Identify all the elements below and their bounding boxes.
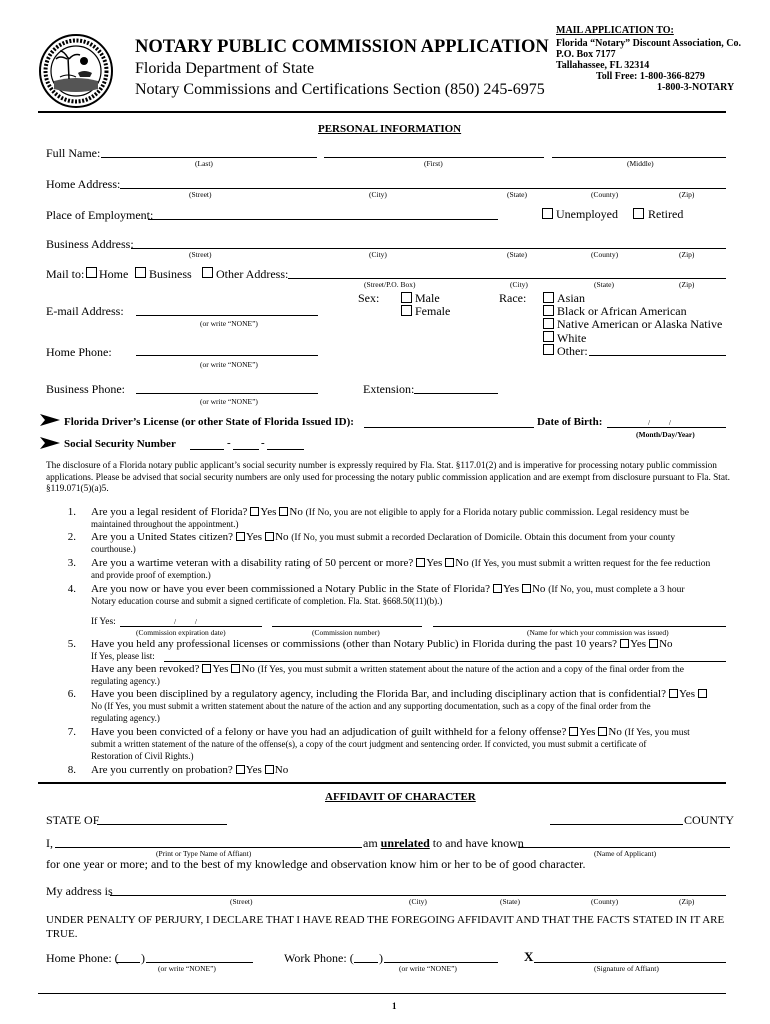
q1-note-2: maintained throughout the appointment.) <box>91 519 239 529</box>
q5-text: Have you held any professional licenses or commissions (other than Notary Public) in Florida during the past 10 years? <box>91 638 618 650</box>
toll-free: Toll Free: 1-800-366-8279 <box>596 71 705 82</box>
mail-to-label: MAIL APPLICATION TO: <box>556 25 674 36</box>
mail-pobox: P.O. Box 7177 <box>556 49 616 60</box>
county-field[interactable] <box>550 824 683 825</box>
q5-row <box>91 638 673 650</box>
q8-yes-checkbox[interactable] <box>236 765 245 774</box>
q5-no-checkbox[interactable] <box>649 639 658 648</box>
asian-checkbox[interactable] <box>543 292 554 303</box>
q6-yes-checkbox[interactable] <box>669 689 678 698</box>
toll-free-2: 1-800-3-NOTARY <box>657 82 735 93</box>
q5b-no-label: No <box>241 663 255 675</box>
black-label: Black or African American <box>557 304 687 318</box>
ssn-label: Social Security Number <box>64 438 176 450</box>
retired-checkbox[interactable] <box>633 208 644 219</box>
aff-home-none-caption: (or write “NONE”) <box>158 964 216 973</box>
q2-yes-checkbox[interactable] <box>236 532 245 541</box>
q7-yes-label: Yes <box>579 726 596 738</box>
q5-list-field[interactable] <box>164 661 726 662</box>
section: Notary Commissions and Certifications Section (850) 245-6975 <box>135 81 545 98</box>
q2-text: Are you a United States citizen? <box>91 531 234 543</box>
q5-no-label: No <box>659 638 673 650</box>
full-name-label: Full Name: <box>46 146 101 160</box>
black-checkbox[interactable] <box>543 305 554 316</box>
q5-number: 5. <box>67 638 76 650</box>
business-address-label: Business Address: <box>46 237 134 251</box>
other-race-field[interactable] <box>589 355 726 356</box>
if-yes-label: If Yes: <box>91 617 116 627</box>
q3-yes-label: Yes <box>426 557 443 569</box>
home-street-caption: (Street) <box>189 190 212 199</box>
aff-city-caption: (City) <box>409 897 427 906</box>
affiant-address-field[interactable] <box>110 895 726 896</box>
business-phone-field[interactable] <box>136 393 318 394</box>
aff-state-caption: (State) <box>500 897 520 906</box>
aff-home-phone-label: Home Phone: ( <box>46 951 119 965</box>
q4-row <box>91 583 685 596</box>
q7-text: Have you been convicted of a felony or have you had an adjudication of guilt withheld for a felony offense? <box>91 726 567 738</box>
mail-home-label: Home <box>99 267 129 281</box>
mail-business-label: Business <box>149 267 192 281</box>
q8-no-label: No <box>274 764 289 776</box>
dl-field[interactable] <box>364 427 534 428</box>
commission-name-caption: (Name for which your commission was issued) <box>527 628 669 637</box>
home-phone-label: Home Phone: <box>46 345 112 359</box>
dob-label: Date of Birth: <box>537 416 603 428</box>
home-phone-field[interactable] <box>136 355 318 356</box>
email-field[interactable] <box>136 315 318 316</box>
other-state-caption: (State) <box>594 280 614 289</box>
affiant-name-caption: (Print or Type Name of Affiant) <box>156 849 252 858</box>
female-checkbox[interactable] <box>401 305 412 316</box>
q2-note: (If No, you must submit a recorded Declaration of Domicile. Obtain this document from your county <box>291 533 676 543</box>
q7-yes-checkbox[interactable] <box>569 727 578 736</box>
known-text: to and have known <box>429 836 524 850</box>
personal-heading: PERSONAL INFORMATION <box>318 123 462 135</box>
ssn-field-2[interactable] <box>233 449 259 450</box>
am-text: am <box>363 836 381 850</box>
affiant-address-label: My address is <box>46 884 113 898</box>
q8-yes-label: Yes <box>245 764 262 776</box>
native-label: Native American or Alaska Native <box>557 317 723 331</box>
biz-zip-caption: (Zip) <box>679 250 695 259</box>
email-none-caption: (or write “NONE”) <box>200 319 258 328</box>
employment-label: Place of Employment: <box>46 208 154 222</box>
q6-no-checkbox[interactable] <box>698 689 707 698</box>
signature-field[interactable] <box>534 962 726 963</box>
ssn-field-3[interactable] <box>267 449 304 450</box>
q4-no-label: No <box>531 583 546 595</box>
home-city-caption: (City) <box>369 190 387 199</box>
q2-yes-label: Yes <box>246 531 263 543</box>
q1-text: Are you a legal resident of Florida? <box>91 506 248 518</box>
q5-yes-label: Yes <box>630 638 647 650</box>
q5b-yes-checkbox[interactable] <box>202 664 211 673</box>
mail-home-checkbox[interactable] <box>86 267 97 278</box>
q8-no-checkbox[interactable] <box>265 765 274 774</box>
unemployed-label: Unemployed <box>556 207 618 221</box>
home-state-caption: (State) <box>507 190 527 199</box>
home-address-field[interactable] <box>120 188 726 189</box>
commission-number-field[interactable] <box>272 626 422 627</box>
business-phone-none-caption: (or write “NONE”) <box>200 397 258 406</box>
employment-field[interactable] <box>148 219 498 220</box>
mail-other-checkbox[interactable] <box>202 267 213 278</box>
department: Florida Department of State <box>135 60 315 77</box>
unemployed-checkbox[interactable] <box>542 208 553 219</box>
florida-seal <box>38 33 114 109</box>
middle-caption: (Middle) <box>627 159 654 168</box>
q1-number: 1. <box>67 506 76 518</box>
q2-no-label: No <box>275 531 289 543</box>
affidavit-heading: AFFIDAVIT OF CHARACTER <box>325 791 476 803</box>
home-phone-none-caption: (or write “NONE”) <box>200 360 258 369</box>
other-city-caption: (City) <box>510 280 528 289</box>
q7-note-3: Restoration of Civil Rights.) <box>91 751 194 761</box>
q3-no-label: No <box>455 557 469 569</box>
q5b-note: (If Yes, you must submit a written statement about the nature of the action and a copy of the final order from the <box>257 665 684 675</box>
other-zip-caption: (Zip) <box>679 280 695 289</box>
q4-no-checkbox[interactable] <box>522 584 531 593</box>
mail-other-label: Other Address: <box>216 267 289 281</box>
q3-text: Are you a wartime veteran with a disability rating of 50 percent or more? <box>91 557 414 569</box>
affidavit-rule <box>38 782 726 784</box>
q7-no-label: No <box>608 726 622 738</box>
q8-text: Are you currently on probation? <box>91 764 233 776</box>
q2-no-checkbox[interactable] <box>265 532 274 541</box>
arrow-icon <box>40 436 60 454</box>
male-label: Male <box>415 291 440 305</box>
q3-yes-checkbox[interactable] <box>416 558 425 567</box>
q3-no-checkbox[interactable] <box>445 558 454 567</box>
perjury-statement: UNDER PENALTY OF PERJURY, I DECLARE THAT I HAVE READ THE FOREGOING AFFIDAVIT AND THAT THE FACTS STATED IN IT ARE TRUE. <box>46 914 725 940</box>
header-rule <box>38 111 726 113</box>
commission-exp-caption: (Commission expiration date) <box>136 628 226 637</box>
white-label: White <box>557 331 587 345</box>
q5-list-label: If Yes, please list: <box>91 651 155 661</box>
q6-yes-label: Yes <box>678 688 695 700</box>
q1-note: (If No, you are not eligible to apply for a Florida notary public commission. Legal residency must be <box>305 508 689 518</box>
biz-county-caption: (County) <box>591 250 619 259</box>
q8-number: 8. <box>67 764 76 776</box>
biz-city-caption: (City) <box>369 250 387 259</box>
aff-zip-caption: (Zip) <box>679 897 695 906</box>
q6-row <box>91 688 708 700</box>
aff-work-phone-paren: ) <box>379 951 383 965</box>
home-address-label: Home Address: <box>46 177 121 191</box>
dob-format-caption: (Month/Day/Year) <box>636 430 695 439</box>
county-label: COUNTY <box>684 813 734 827</box>
q5b-text: Have any been revoked? <box>91 663 200 675</box>
unrelated-text: unrelated <box>380 836 430 850</box>
biz-state-caption: (State) <box>507 250 527 259</box>
ssn-disclosure: The disclosure of a Florida notary public applicant’s social security number is expressly required by Fla. Stat. §117.01(2) and is imperative for processing notary public commission applications. Please be advised that social security numbers are only used for processing the notary public commission application and are exempt from disclosure pursuant to Fla. Stat. §119.071(5)(a)5. <box>46 461 730 494</box>
q5-yes-checkbox[interactable] <box>620 639 629 648</box>
q7-no-checkbox[interactable] <box>598 727 607 736</box>
first-caption: (First) <box>424 159 443 168</box>
mail-city: Tallahassee, FL 32314 <box>556 60 650 71</box>
mail-org: Florida “Notary” Discount Association, Co. <box>556 38 741 49</box>
signature-x: X <box>524 949 534 964</box>
business-address-field[interactable] <box>131 248 726 249</box>
q7-number: 7. <box>67 726 76 738</box>
q3-note: (If Yes, you must submit a written request for the fee reduction <box>471 559 711 569</box>
commission-num-caption: (Commission number) <box>312 628 380 637</box>
arrow-icon <box>40 413 60 431</box>
q3-row <box>91 557 710 570</box>
dl-label: Florida Driver’s License (or other State of Florida Issued ID): <box>64 416 354 428</box>
aff-home-phone-area[interactable] <box>116 962 140 963</box>
affiant-name-field[interactable] <box>55 847 362 848</box>
one-year-statement: for one year or more; and to the best of my knowledge and observation know him or her to be of good character. <box>46 857 586 871</box>
state-of-field[interactable] <box>97 824 227 825</box>
i-label: I, <box>46 836 53 850</box>
extension-label: Extension: <box>363 382 415 396</box>
q3-number: 3. <box>67 557 76 569</box>
email-label: E-mail Address: <box>46 304 124 318</box>
q5b-no-checkbox[interactable] <box>231 664 240 673</box>
q8-row <box>91 764 288 776</box>
q5b-note-2: regulating agency.) <box>91 676 160 686</box>
aff-work-phone-field[interactable] <box>384 962 498 963</box>
commission-expiration-slashes: / / <box>174 617 197 626</box>
sex-label: Sex: <box>358 291 380 305</box>
q2-row <box>91 531 675 544</box>
mail-to-option-label: Mail to: <box>46 267 85 281</box>
home-zip-caption: (Zip) <box>679 190 695 199</box>
aff-home-phone-field[interactable] <box>146 962 253 963</box>
q7-row <box>91 726 690 739</box>
last-caption: (Last) <box>195 159 213 168</box>
q1-no-label: No <box>289 506 303 518</box>
q2-note-2: courthouse.) <box>91 544 136 554</box>
q3-note-2: and provide proof of exemption.) <box>91 570 211 580</box>
biz-street-caption: (Street) <box>189 250 212 259</box>
ssn-field-1[interactable] <box>190 449 224 450</box>
ssn-dash-2: - <box>261 437 265 449</box>
q5b-yes-label: Yes <box>212 663 229 675</box>
footer-rule <box>38 993 726 994</box>
race-label: Race: <box>499 291 527 305</box>
q2-number: 2. <box>67 531 76 543</box>
other-address-field[interactable] <box>288 278 726 279</box>
asian-label: Asian <box>557 291 585 305</box>
q1-yes-label: Yes <box>260 506 277 518</box>
mail-business-checkbox[interactable] <box>135 267 146 278</box>
q6-text: Have you been disciplined by a regulatory agency, including the Florida Bar, and including disciplinary action that is confidential? <box>91 688 666 700</box>
aff-county-caption: (County) <box>591 897 619 906</box>
other-race-checkbox[interactable] <box>543 344 554 355</box>
aff-work-none-caption: (or write “NONE”) <box>399 964 457 973</box>
q4-number: 4. <box>67 583 76 595</box>
last-name-field[interactable] <box>101 157 317 158</box>
dob-field[interactable] <box>607 427 726 428</box>
retired-label: Retired <box>648 207 684 221</box>
other-street-caption: (Street/P.O. Box) <box>364 280 416 289</box>
q4-note: (If No, you, must complete a 3 hour <box>548 585 685 595</box>
home-county-caption: (County) <box>591 190 619 199</box>
ssn-dash-1: - <box>227 437 231 449</box>
aff-work-phone-area[interactable] <box>354 962 378 963</box>
extension-field[interactable] <box>414 393 498 394</box>
aff-street-caption: (Street) <box>230 897 253 906</box>
q4-note-2: Notary education course and submit a signed certificate of completion. Fla. Stat. §668.50(11)(b).) <box>91 596 443 606</box>
commission-expiration-field[interactable] <box>120 626 262 627</box>
q6-number: 6. <box>67 688 76 700</box>
native-checkbox[interactable] <box>543 318 554 329</box>
q5b-row <box>91 663 684 676</box>
aff-home-phone-paren: ) <box>141 951 145 965</box>
female-label: Female <box>415 304 451 318</box>
dob-slashes: / / <box>648 418 671 427</box>
middle-name-field[interactable] <box>552 157 726 158</box>
q1-yes-checkbox[interactable] <box>250 507 259 516</box>
first-name-field[interactable] <box>324 157 544 158</box>
business-phone-label: Business Phone: <box>46 382 126 396</box>
page-number: 1 <box>392 1001 397 1011</box>
q1-row <box>91 506 689 519</box>
signature-caption: (Signature of Affiant) <box>594 964 659 973</box>
q4-yes-checkbox[interactable] <box>493 584 502 593</box>
q4-yes-label: Yes <box>502 583 519 595</box>
applicant-name-caption: (Name of Applicant) <box>594 849 657 858</box>
q7-note-2: submit a written statement of the nature of the offense(s), a copy of the court judgment and sentencing order. If convicted, you must submit a certificate of <box>91 739 647 749</box>
applicant-name-field[interactable] <box>518 847 730 848</box>
q1-no-checkbox[interactable] <box>279 507 288 516</box>
unrelated-statement <box>363 836 524 851</box>
male-checkbox[interactable] <box>401 292 412 303</box>
q6-note-2: regulating agency.) <box>91 713 160 723</box>
commission-name-field[interactable] <box>433 626 726 627</box>
aff-work-phone-label: Work Phone: ( <box>284 951 354 965</box>
white-checkbox[interactable] <box>543 331 554 342</box>
q4-text: Are you now or have you ever been commissioned a Notary Public in the State of Florida? <box>91 583 490 595</box>
form-title: NOTARY PUBLIC COMMISSION APPLICATION <box>135 37 549 57</box>
state-of-label: STATE OF <box>46 813 100 827</box>
q6-note: No (If Yes, you must submit a written statement about the nature of the action and any supporting documentation, such as a copy of the final order from the <box>91 701 651 711</box>
q7-note: (If Yes, you must <box>624 728 690 738</box>
other-race-label: Other: <box>557 344 588 358</box>
